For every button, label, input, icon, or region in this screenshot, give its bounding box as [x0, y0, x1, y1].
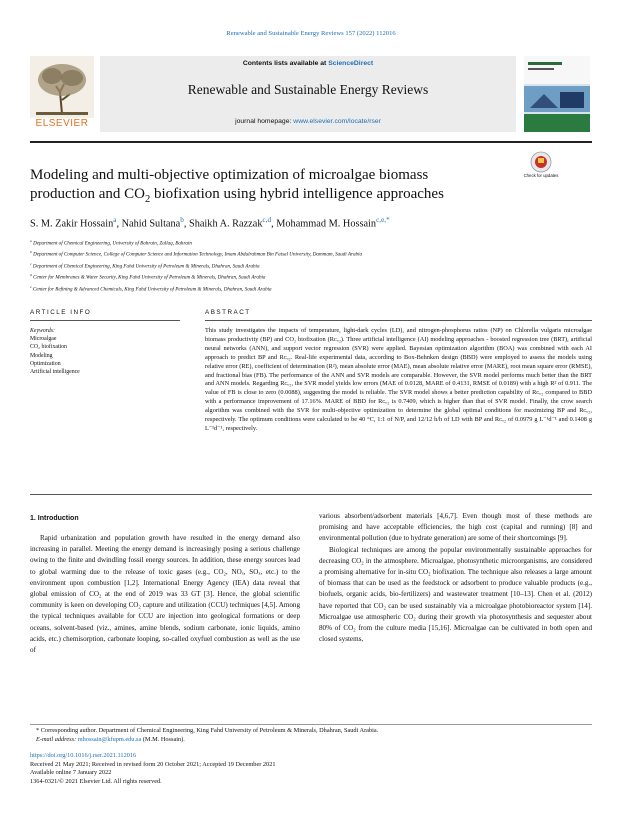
keyword-item: CO₂ biofixation — [30, 344, 67, 351]
keywords-list — [30, 335, 180, 376]
abstract-text: This study investigates the impacts of temperature, light-dark cycles (LD), and nitrogen-phosphorus ratios (NP) on Chlorella vulgaris microalgae biomass productivity (BP) and CO₂ biofixation (Rᴄₒ₂). Three artificial intelligence (AI) modeling approaches - boosted regression tree (BRT), artificial neural networks (ANN), and support vector regression (SVR) were applied. Bayesian optimization algorithm (BOA) was combined with each AI approach to predict BP and Rᴄₒ₂. Real-life experimental data, according to Box-Behnken design (BBD) were employed to assess the models using relative error (RE), coefficient of determination (R²), mean absolute error (MAE), mean absolute relative error (MARE), root mean square error (RMSE), and fractional bias (FB). The performance of the ANN and SVR models are comparable. However, the SVR model performs much better than the BRT and ANN models. Regarding Rᴄₒ₂, the SVR model yields low errors (MAE of 0.0128, MARE of 0.4131, RMSE of 0.0189) with a high R² of 0.911. The value of FB is close to zero (0.0088), suggesting the model is reliable. The SVR model shows a better prediction capability of Rᴄₒ₂ compared to BBD with a performance improvement of 17.16%. MARE of BBD for Rᴄₒ₂ is 0.7409, which is higher than that of SVR model. Finally, the crow search algorithm was combined with the SVR for multi-objective optimization to determine the global optimal conditions for maximizing BP and Rᴄₒ₂, respectively. The optimum conditions were calculated to be 40 °C, 1:1 of N/P, and 12/12 h/h of LD with BP and Rᴄₒ₂ of 0.0979 g L⁻¹d⁻¹ and 0.1408 g L⁻¹d⁻¹, respectively. — [205, 327, 592, 432]
keyword-item: Microalgae — [30, 336, 57, 343]
author-affiliation-marker[interactable]: b — [180, 216, 184, 224]
affiliation-marker: b — [30, 250, 32, 255]
title-line-2 — [30, 185, 500, 209]
article-info-rule — [30, 320, 180, 321]
right-column — [319, 511, 592, 645]
left-column — [30, 533, 300, 656]
keyword-item: Artificial intelligence — [30, 369, 80, 376]
check-for-updates-button[interactable] — [523, 151, 559, 185]
journal-title: Renewable and Sustainable Energy Reviews — [187, 82, 429, 97]
article-info-heading: ARTICLE INFO — [30, 309, 92, 316]
affiliation-text: Center for Refining & Advanced Chemicals, King Fahd University of Petroleum & Minerals, Dhahran, Saudi Arabia — [32, 286, 272, 293]
contents-prefix: Contents lists available at — [242, 60, 329, 67]
journal-header — [30, 56, 592, 134]
email-line — [36, 736, 592, 745]
keyword-item: Modeling — [30, 352, 53, 359]
keywords-label: Keywords: — [30, 328, 55, 334]
affiliation-item — [30, 271, 590, 282]
keyword-item: Optimization — [30, 360, 61, 367]
contents-line — [100, 60, 516, 67]
elsevier-logo — [30, 56, 94, 132]
email-label: E-mail address: — [36, 735, 78, 743]
journal-cover[interactable] — [524, 56, 590, 132]
sciencedirect-link[interactable]: ScienceDirect — [328, 60, 374, 67]
title-line-1: Modeling and multi-objective optimization of microalgae biomass — [30, 167, 429, 183]
article-title — [30, 166, 500, 209]
received-dates: Received 21 May 2021; Received in revised form 20 October 2021; Accepted 19 December 2021 — [30, 760, 276, 768]
affiliation-text: Department of Chemical Engineering, King Fahd University of Petroleum & Minerals, Dhahran, Saudi Arabia — [32, 263, 260, 270]
author-name[interactable]: Nahid Sultana — [121, 218, 181, 230]
keywords-block — [30, 327, 180, 376]
corresponding-author-text: * Corresponding author. Department of Chemical Engineering, King Fahd University of Petroleum & Minerals, Dhahran, Saudi Arabia. — [36, 727, 379, 734]
author-name[interactable]: S. M. Zakir Hossain — [30, 218, 114, 230]
footnote-divider — [30, 724, 592, 725]
check-updates-label: Check for updates — [523, 173, 559, 178]
copyright-line: 1364-0321/© 2021 Elsevier Ltd. All rights reserved. — [30, 777, 162, 785]
affiliation-item — [30, 237, 590, 248]
abstract-bottom-rule — [30, 494, 592, 495]
author-list: S. M. Zakir Hossain$^a$, Nahid Sultana$^b$, Shaikh A. Razzak$^{c,d}$, Mohammad M. Hossain$^{c,e,*}$ — [30, 216, 390, 230]
intro-paragraph-1: Rapid urbanization and population growth have resulted in the energy demand also increasing in parallel. Meeting the energy demand is increasingly posing a serious challenge owing to the finite and dwindling fossil energy sources. In addition, these energy sources lead to global warming due to the release of toxic gases (e.g., CO₂, NOₓ, SOₓ, etc.) to the environment upon combustion [1,2]. International Energy Agency (IEA) data reveal that global emission of CO₂ at the end of 2019 was 33 GT [3]. Hence, the global scientific community is keen on developing CO₂ capture and utilization (CCU) techniques [4,5]. Among the typical techniques available for CCU are injection into geological formations or deep oceans, solvent-based (viz., amines, amine blends, sodium carbonate, ionic liquids, amino acids, etc.) chemisorption, carbonate looping, so-called oxyfuel combustion as well as the use of — [30, 534, 300, 655]
title-subscript: 2 — [144, 194, 151, 205]
affiliation-text: Department of Chemical Engineering, University of Bahrain, Zallaq, Bahrain — [33, 240, 192, 247]
homepage-link[interactable]: www.elsevier.com/locate/rser — [293, 118, 381, 125]
introduction-heading: 1. Introduction — [30, 515, 79, 522]
intro-paragraph-3: Biological techniques are among the popular environmentally sustainable approaches for decreasing CO₂ in the atmosphere. Microalgae, photosynthetic microorganisms, are considered a promising alternative for in-situ CO₂ biofixation. The technique also releases a large amount of biomass that can be used as the feedstock or adsorbent to produce valuable products (e.g., biofuels, organic acids, bio-fertilizers) and wastewater treatment [10–13]. Chen et al. (2012) have reported that CO₂ can be used sustainably via a microalgae photobioreactor system [14]. Microalgae use atmospheric CO₂ during their growth via photosynthesis and sequester about 80% of CO₂ from the culture media [15,16]. Microalgae can be cultivated in both open and closed systems, — [319, 545, 592, 644]
title-line-2b: biofixation using hybrid intelligence approaches — [150, 186, 444, 202]
affiliation-item — [30, 248, 590, 259]
affiliation-marker: d — [30, 273, 32, 278]
homepage-prefix: journal homepage: — [235, 118, 294, 125]
journal-cover-icon — [524, 56, 590, 132]
publisher-name: ELSEVIER — [35, 118, 89, 129]
doi-link[interactable]: https://doi.org/10.1016/j.rser.2021.112016 — [30, 752, 137, 759]
email-suffix: (M.M. Hossain). — [141, 735, 185, 743]
affiliations — [30, 237, 590, 294]
email-link[interactable]: mhossain@kfupm.edu.sa — [77, 735, 142, 743]
author-affiliation-marker[interactable]: c,d — [262, 216, 272, 224]
homepage-line — [100, 118, 516, 125]
affiliation-item — [30, 260, 590, 271]
affiliation-text: Department of Computer Science, College of Computer Science and Information Technology, Imam Abdulrahman Bin Faisal University, Dammam, Saudi Arabia — [33, 252, 363, 259]
journal-reference[interactable]: Renewable and Sustainable Energy Reviews 157 (2022) 112016 — [226, 30, 396, 37]
abstract-rule — [205, 320, 592, 321]
affiliation-text: Center for Membranes & Water Security, King Fahd University of Petroleum & Minerals, Dhahran, Saudi Arabia — [33, 275, 266, 282]
check-updates-icon — [526, 151, 556, 185]
affiliation-marker: c — [30, 261, 32, 266]
affiliation-marker: a — [30, 239, 32, 243]
corresponding-author-note — [36, 727, 592, 744]
author-affiliation-marker[interactable]: c,e,* — [376, 216, 390, 224]
journal-info-panel — [100, 56, 516, 132]
title-line-2a: production and CO — [30, 186, 145, 202]
author-affiliation-marker[interactable]: a — [113, 216, 117, 224]
author-name[interactable]: Shaikh A. Razzak — [188, 218, 263, 230]
author-name[interactable]: Mohammad M. Hossain — [276, 218, 377, 230]
affiliation-marker: e — [30, 284, 32, 289]
header-divider — [30, 141, 592, 143]
affiliation-item — [30, 283, 590, 294]
available-online: Available online 7 January 2022 — [30, 769, 112, 777]
abstract-heading: ABSTRACT — [205, 309, 251, 316]
article-history — [30, 752, 592, 786]
intro-paragraph-2: various absorbent/adsorbent materials [4,6,7]. Even though most of these methods are promising and have acceptable efficiencies, the high cost (capital and running) [8] and environmental pollution (due to hydrate generation) are some of their shortcomings [9]. — [319, 512, 592, 543]
